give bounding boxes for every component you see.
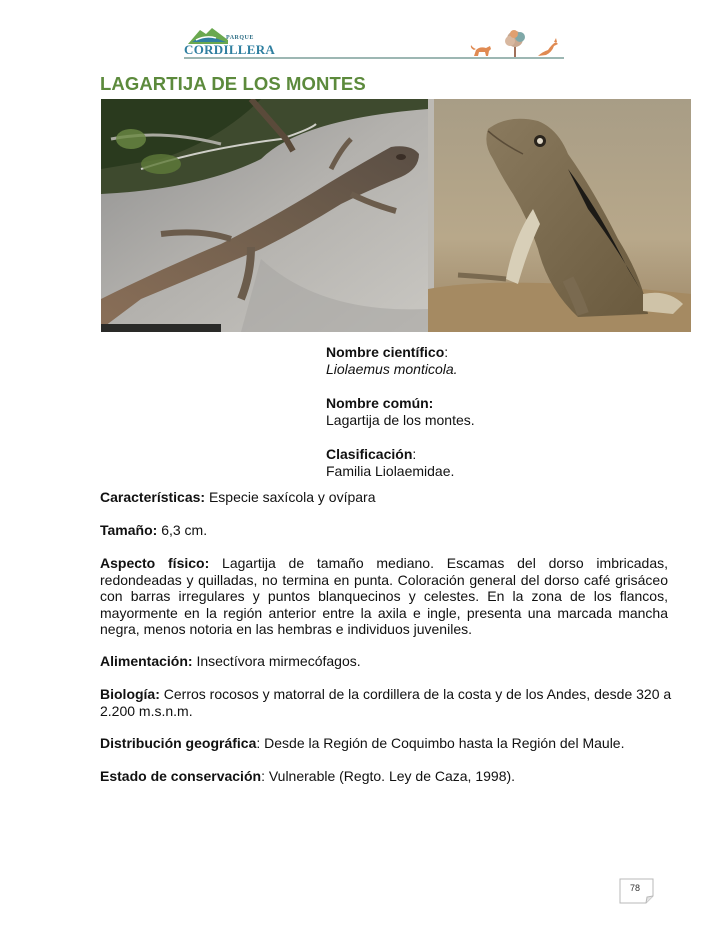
section-caracteristicas	[100, 489, 668, 506]
scientific-name-value: Liolaemus monticola.	[326, 361, 458, 377]
logo-big-text: CORDILLERA	[184, 42, 276, 57]
section-label: Características:	[100, 489, 206, 505]
section-text: 6,3 cm.	[157, 522, 208, 538]
page-number-badge	[619, 878, 655, 904]
classification-value: Familia Liolaemidae.	[326, 463, 455, 479]
classification-label: Clasificación	[326, 446, 413, 462]
section-alimentacion	[100, 653, 668, 670]
page-header	[170, 22, 570, 62]
common-name	[326, 395, 626, 429]
section-label: Estado de conservación	[100, 768, 262, 784]
label-colon: :	[444, 344, 449, 360]
section-biologia	[100, 686, 672, 719]
page-title: LAGARTIJA DE LOS MONTES	[100, 73, 366, 94]
section-label: Biología:	[100, 686, 160, 702]
section-label: Distribución geográfica	[100, 735, 257, 751]
logo-small-text: PARQUE	[226, 35, 254, 41]
scientific-name-label: Nombre científico	[326, 344, 445, 360]
tree-icon	[505, 30, 525, 57]
section-text: Lagartija de tamaño mediano. Escamas del dorso imbricadas, redondeadas y quilladas, no termina en punta. Coloración general del dorso café grisáceo con barras irregulares y puntos blanquecinos y celestes. En la zona de los flancos, mayormente en la región anterior entre la axila e ingle, presenta una marcada mancha negra, menos notoria en las hembras e individuos juveniles.	[100, 555, 668, 637]
section-text: : Vulnerable (Regto. Ley de Caza, 1998).	[261, 768, 516, 784]
section-label: Tamaño:	[100, 522, 158, 538]
scientific-name	[326, 344, 626, 378]
section-label: Alimentación:	[100, 653, 193, 669]
page-number: 78	[629, 883, 640, 893]
species-info	[326, 344, 626, 497]
section-text: Cerros rocosos y matorral de la cordillera de la costa y de los Andes, desde 320 a 2.200 m.s.n.m.	[100, 686, 672, 719]
classification	[326, 446, 626, 480]
fauna-decoration	[470, 28, 565, 58]
parque-cordillera-logo	[182, 24, 276, 58]
section-text: Especie saxícola y ovípara	[205, 489, 376, 505]
lizard-photo-dorsal	[101, 99, 428, 332]
section-distribucion	[100, 735, 668, 752]
section-text: : Desde la Región de Coquimbo hasta la Región del Maule.	[256, 735, 625, 751]
fox-icon	[471, 45, 491, 56]
section-label: Aspecto físico:	[100, 555, 210, 571]
section-estado-conservacion	[100, 768, 668, 785]
lizard-photo-lateral	[428, 99, 691, 332]
common-name-label: Nombre común:	[326, 395, 434, 411]
section-aspecto-fisico	[100, 555, 668, 638]
label-colon: :	[412, 446, 417, 462]
common-name-value: Lagartija de los montes.	[326, 412, 475, 428]
bird-icon	[538, 38, 558, 56]
section-tamano	[100, 522, 668, 539]
section-text: Insectívora mirmecófagos.	[192, 653, 361, 669]
